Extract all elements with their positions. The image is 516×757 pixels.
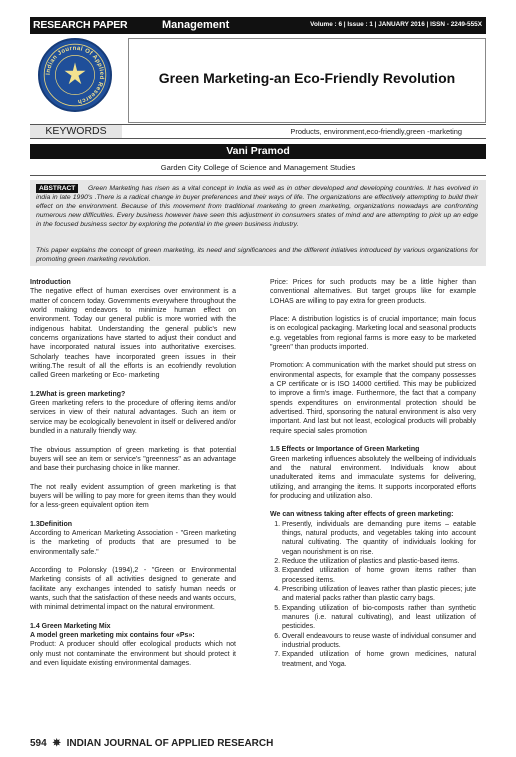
- left-column: [30, 278, 236, 668]
- paper-title: Green Marketing-an Eco-Friendly Revolution: [158, 70, 456, 86]
- right-column: [270, 278, 476, 669]
- author-affiliation: Garden City College of Science and Management Studies: [30, 160, 486, 176]
- body-paragraph: Promotion: A communication with the market should put stress on environmental aspects, for example that the company possesses a CP certificate or is ISO 14000 certified. This may be publicized to improve a firm's image. Furthermore, the fact that a company spends expenditures on environmental protection should be advertised. Third, sponsoring the natural environment is also very important. And last but not least, ecological products will probably require special sales promotion: [270, 362, 476, 435]
- page-footer: [30, 738, 273, 749]
- section-heading: 1.2What is green marketing?: [30, 390, 126, 398]
- svg-text:Indian Journal Of Applied Rese: Indian Journal Of Applied Research: [45, 45, 105, 105]
- body-paragraph: According to American Marketing Association - "Green marketing is the marketing of products that are presumed to be environmentally safe.": [30, 529, 236, 556]
- title-box: [128, 38, 486, 123]
- journal-seal-icon: [38, 38, 112, 112]
- body-paragraph: Price: Prices for such products may be a little higher than conventional alternatives. But target groups like for example LOHAS are willing to pay extra for green products.: [270, 279, 476, 305]
- body-paragraph: The obvious assumption of green marketing is that potential buyers will see an item or service's "greenness" as an advantage and base their purchasing choice in like manner.: [30, 446, 236, 473]
- subject-label: Management: [162, 19, 230, 31]
- list-item: 7. Expanded utilization of home grown medicines, natural treatment, and Yoga.: [282, 650, 476, 669]
- abstract-label: ABSTRACT: [36, 184, 78, 193]
- body-paragraph: Product: A producer should offer ecological products which not only must not contaminate the environment but should protect it and even liquidate existing environmental damages.: [30, 641, 236, 668]
- keywords-bar: [30, 124, 486, 139]
- body-paragraph: Green marketing refers to the procedure of offering items and/or services in view of their natural advantages. Such an item or service may be ecologically benevolent in itself or delivered and/or bundled in a naturally friendly way.: [30, 400, 236, 436]
- list-item: 1. Presently, individuals are demanding pure items – eatable things, natural products, and vegetables taking into account natural cultivating. The quantity of individuals looking for vegan nourishment is on rise.: [282, 520, 476, 557]
- section-heading: 1.4 Green Marketing Mix: [30, 622, 111, 630]
- keywords-label: KEYWORDS: [30, 125, 122, 138]
- section-heading: 1.3Definition: [30, 520, 73, 528]
- section-heading: Introduction: [30, 279, 71, 286]
- body-paragraph: Green marketing influences absolutely the wellbeing of individuals and the natural environment. Individuals know about unadulterated items and immaculate systems for delivering, utilizing, and arranging the items. It supports incorporated efforts for producing and utilization also.: [270, 455, 476, 500]
- section-label: RESEARCH PAPER: [33, 19, 128, 31]
- list-item: 5. Expanding utilization of bio-composts rather than synthetic manures (i.e. natural cultivating), and least utilization of pesticides.: [282, 604, 476, 632]
- list-item: 2. Reduce the utilization of plastics and plastic-based items.: [282, 557, 476, 566]
- body-paragraph: According to Polonsky (1994),2 - "Green or Environmental Marketing consists of all activities designed to generate and facilitate any exchanges intended to satisfy human needs or wants, such that the satisfaction of these needs and wants occurs, with minimal detrimental impact on the natural environment.: [30, 566, 236, 612]
- body-paragraph: Place: A distribution logistics is of crucial importance; main focus is on ecological packaging. Marketing local and seasonal products e.g. vegetables from regional farms is more easy to be marketed "green" than products imported.: [270, 316, 476, 352]
- keywords-text: Products, environment,eco-friendly,green -marketing: [290, 127, 462, 136]
- list-heading: We can witness taking after effects of green marketing:: [270, 511, 454, 519]
- body-paragraph: The not really evident assumption of green marketing is that buyers will be willing to pay more for green items than they would for a less-green equivalent option item: [30, 483, 236, 510]
- page-number: 594: [30, 738, 47, 749]
- abstract-paragraph-1: Green Marketing has risen as a vital concept in India as well as in other developed and developing countries. It has evolved in india in late 1990's .There is a radical change in buyer preferences and their ways of life. The organizations are effectively attempting to build their effect on the environment. Because of this movement from traditional marketing to green marketing, organizations nowadays are confronting numerous new difficulties. Every business however have seen this adjustment in consumers states of mind and are attempting to pick up an edge in the focused business sector by exploring the potential in the green business industry.: [36, 185, 478, 228]
- header-bar: [30, 17, 486, 34]
- abstract-paragraph-2: This paper explains the concept of green marketing, its need and significances and the different intiatives introduced by various organizations for promoting green marketing revolution.: [36, 247, 478, 263]
- subsection-heading: A model green marketing mix contains four «Ps»:: [30, 632, 195, 639]
- volume-info: Volume : 6 | Issue : 1 | JANUARY 2016 | ISSN - 2249-555X: [310, 21, 482, 28]
- list-item: 6. Overall endeavours to reuse waste of individual consumer and industrial products.: [282, 632, 476, 651]
- list-item: 3. Expanded utilization of home grown items rather than processed items.: [282, 566, 476, 585]
- list-item: 4. Prescribing utilization of leaves rather than plastic pieces; jute and material packs rather than plastic carry bags.: [282, 585, 476, 604]
- star-icon: ✵: [52, 738, 61, 749]
- abstract-box: [30, 180, 486, 266]
- author-name: Vani Pramod: [30, 144, 486, 159]
- body-paragraph: The negative effect of human exercises over environment is a matter of concern today. Governments everywhere throughout the world making endeavors to minimize human effect on environment. Today our general public is more worried with the indigenous habitat. Understanding the general public's new concerns organizations have started to adjust their conduct and have incorporated natural issues into authoritative exercises. Scholarly teaches have incorporated green issues in their writing.The result of all the efforts is an ecofriendly revolution called Green marketing or Eco- marketing: [30, 288, 236, 380]
- journal-name: INDIAN JOURNAL OF APPLIED RESEARCH: [66, 738, 274, 749]
- section-heading: 1.5 Effects or Importance of Green Marketing: [270, 446, 420, 454]
- effects-list: [270, 520, 476, 670]
